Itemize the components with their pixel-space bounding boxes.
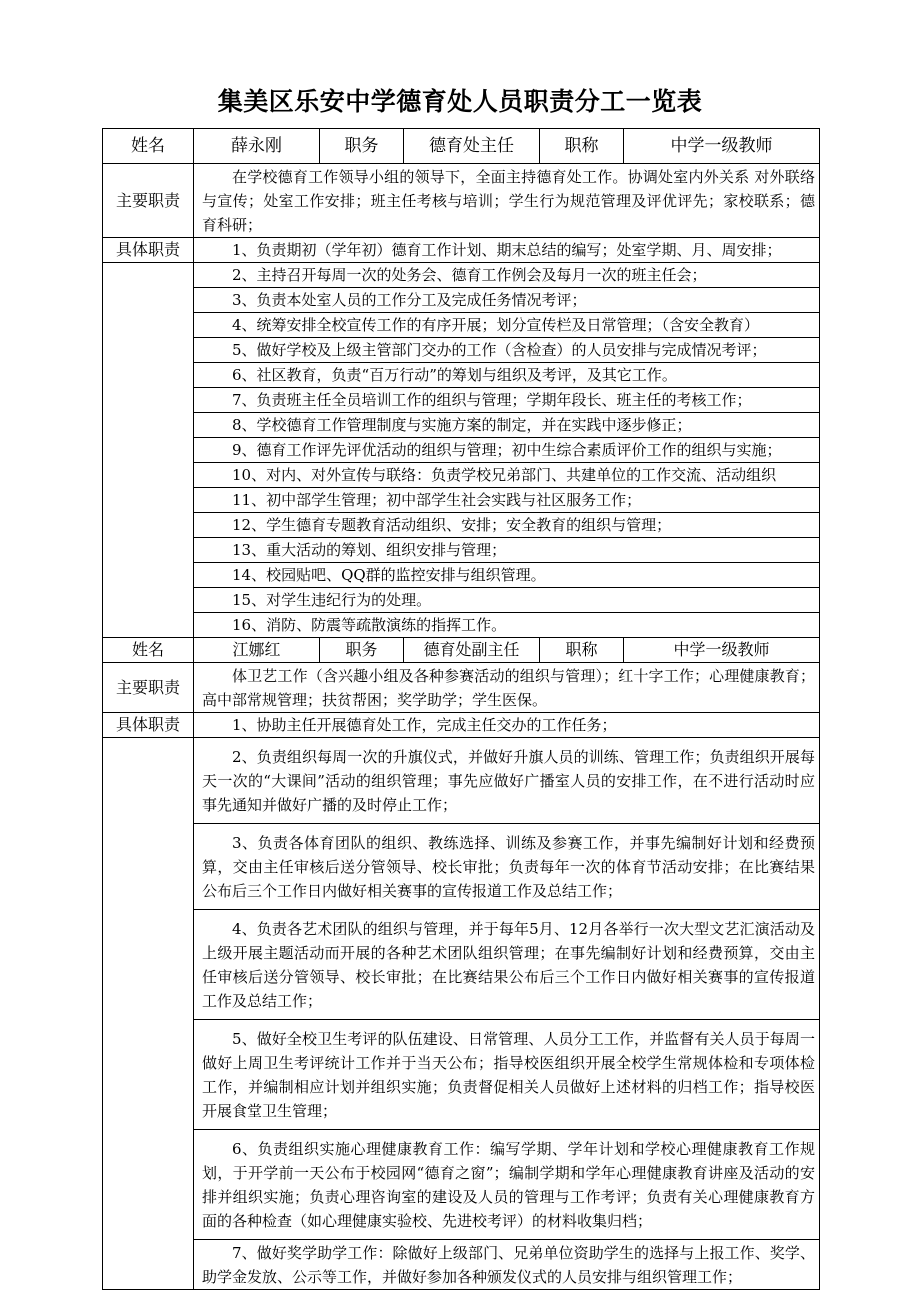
person-1-duty-11: 11、初中部学生管理；初中部学生社会实践与社区服务工作； xyxy=(194,488,820,513)
person-2-duty-6: 6、负责组织实施心理健康教育工作：编写学期、学年计划和学校心理健康教育工作规划，于开学前一天公布于校园网“德育之窗”；编制学期和学年心理健康教育讲座及活动的安排并组织实施；负责心理咨询室的建设及人员的管理与工作考评；负责有关心理健康教育方面的各种检查（如心理健康实验校、先进校考评）的材料收集归档； xyxy=(194,1130,820,1240)
person-1-duty-1: 1、负责期初（学年初）德育工作计划、期末总结的编写；处室学期、月、周安排； xyxy=(194,238,820,263)
specific-duties-label: 具体职责 xyxy=(103,238,194,263)
person-1-duty-10: 10、对内、对外宣传与联络：负责学校兄弟部门、共建单位的工作交流、活动组织 xyxy=(194,463,820,488)
person-1-duty-3: 3、负责本处室人员的工作分工及完成任务情况考评； xyxy=(194,288,820,313)
person-1-duty-6: 6、社区教育，负责“百万行动”的筹划与组织及考评，及其它工作。 xyxy=(194,363,820,388)
person-2-header-row xyxy=(103,638,820,663)
person-2-main-duties-row xyxy=(103,663,820,713)
rank-label: 职称 xyxy=(540,638,624,663)
specific-duties-label: 具体职责 xyxy=(103,713,194,738)
person-2-name: 江娜红 xyxy=(194,638,320,663)
rank-label: 职称 xyxy=(540,129,624,164)
person-2-duty-1: 1、协助主任开展德育处工作，完成主任交办的工作任务； xyxy=(194,713,820,738)
person-2-position: 德育处副主任 xyxy=(404,638,540,663)
person-1-duty-16: 16、消防、防震等疏散演练的指挥工作。 xyxy=(194,613,820,638)
person-1-header-row xyxy=(103,129,820,164)
document-title: 集美区乐安中学德育处人员职责分工一览表 xyxy=(217,87,703,116)
person-2-duty-4: 4、负责各艺术团队的组织与管理，并于每年5月、12月各举行一次大型文艺汇演活动及上级开展主题活动而开展的各种艺术团队组织管理；在事先编制好计划和经费预算，交由主任审核后送分管领导、校长审批；在比赛结果公布后三个工作日内做好相关赛事的宣传报道工作及总结工作； xyxy=(194,910,820,1020)
person-1-duty-9: 9、德育工作评先评优活动的组织与管理；初中生综合素质评价工作的组织与实施； xyxy=(194,438,820,463)
name-label: 姓名 xyxy=(103,129,194,164)
person-1-duty-15: 15、对学生违纪行为的处理。 xyxy=(194,588,820,613)
person-1-duty-label-spacer xyxy=(103,263,194,638)
person-1-main-duties-row xyxy=(103,164,820,238)
name-label: 姓名 xyxy=(103,638,194,663)
person-1-duty-14: 14、校园贴吧、QQ群的监控安排与组织管理。 xyxy=(194,563,820,588)
position-label: 职务 xyxy=(320,129,404,164)
person-2-duty-label-spacer xyxy=(103,738,194,1290)
duty-table xyxy=(102,128,820,1290)
person-2-main-duties: 体卫艺工作（含兴趣小组及各种参赛活动的组织与管理）；红十字工作；心理健康教育；高中部常规管理；扶贫帮困；奖学助学；学生医保。 xyxy=(194,663,820,713)
person-1-duty-12: 12、学生德育专题教育活动组织、安排；安全教育的组织与管理； xyxy=(194,513,820,538)
person-1-duty-2: 2、主持召开每周一次的处务会、德育工作例会及每月一次的班主任会； xyxy=(194,263,820,288)
person-1-name: 薛永刚 xyxy=(194,129,320,164)
person-2-duty-2: 2、负责组织每周一次的升旗仪式，并做好升旗人员的训练、管理工作；负责组织开展每天一次的“大课间”活动的组织管理；事先应做好广播室人员的安排工作，在不进行活动时应事先通知并做好广播的及时停止工作； xyxy=(194,738,820,824)
position-label: 职务 xyxy=(320,638,404,663)
person-2-duty-3: 3、负责各体育团队的组织、教练选择、训练及参赛工作，并事先编制好计划和经费预算，交由主任审核后送分管领导、校长审批；负责每年一次的体育节活动安排；在比赛结果公布后三个工作日内做好相关赛事的宣传报道工作及总结工作； xyxy=(194,824,820,910)
person-1-duty-4: 4、统筹安排全校宣传工作的有序开展；划分宣传栏及日常管理；（含安全教育） xyxy=(194,313,820,338)
person-1-duty-8: 8、学校德育工作管理制度与实施方案的制定，并在实践中逐步修正； xyxy=(194,413,820,438)
main-duties-label: 主要职责 xyxy=(103,164,194,238)
main-duties-label: 主要职责 xyxy=(103,663,194,713)
person-1-duty-7: 7、负责班主任全员培训工作的组织与管理；学期年段长、班主任的考核工作； xyxy=(194,388,820,413)
person-1-main-duties: 在学校德育工作领导小组的领导下，全面主持德育处工作。协调处室内外关系 对外联络与宣传；处室工作安排；班主任考核与培训；学生行为规范管理及评优评先；家校联系；德育科研； xyxy=(194,164,820,238)
person-2-rank: 中学一级教师 xyxy=(624,638,820,663)
person-1-duty-13: 13、重大活动的筹划、组织安排与管理； xyxy=(194,538,820,563)
person-1-position: 德育处主任 xyxy=(404,129,540,164)
person-2-duty-5: 5、做好全校卫生考评的队伍建设、日常管理、人员分工工作，并监督有关人员于每周一做好上周卫生考评统计工作并于当天公布；指导校医组织开展全校学生常规体检和专项体检工作，并编制相应计划并组织实施；负责督促相关人员做好上述材料的归档工作；指导校医开展食堂卫生管理； xyxy=(194,1020,820,1130)
person-1-duty-5: 5、做好学校及上级主管部门交办的工作（含检查）的人员安排与完成情况考评； xyxy=(194,338,820,363)
person-1-rank: 中学一级教师 xyxy=(624,129,820,164)
person-2-duty-7: 7、做好奖学助学工作：除做好上级部门、兄弟单位资助学生的选择与上报工作、奖学、助学金发放、公示等工作，并做好参加各种颁发仪式的人员安排与组织管理工作； xyxy=(194,1240,820,1290)
